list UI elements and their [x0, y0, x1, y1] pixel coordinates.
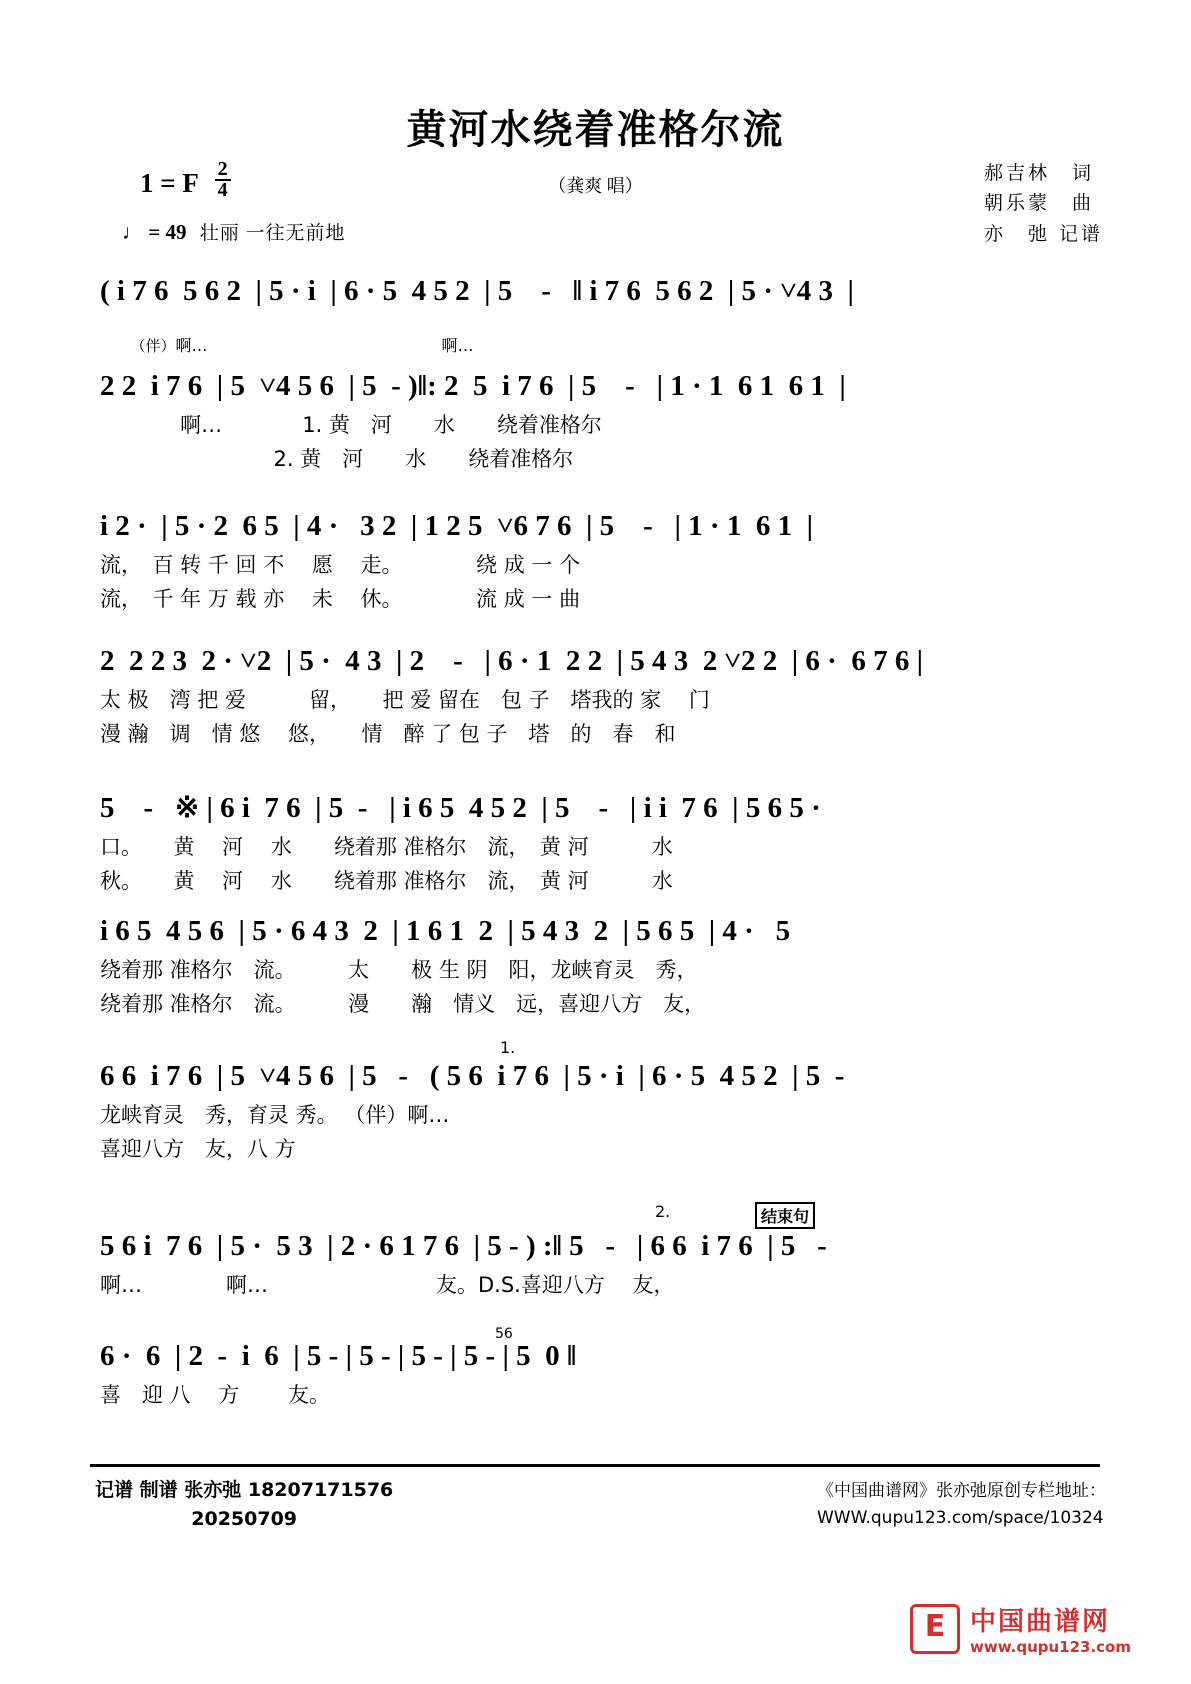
key-signature — [140, 160, 231, 200]
footer-notator-info: 记谱 制谱 张亦弛 18207171576 — [95, 1479, 394, 1501]
watermark-name: 中国曲谱网 — [970, 1607, 1111, 1637]
credit-notator: 亦 弛 记谱 — [983, 222, 1103, 245]
footer-divider — [90, 1464, 1100, 1467]
credits-block — [984, 158, 1103, 249]
watermark-url: www.qupu123.com — [970, 1638, 1131, 1656]
footer-right — [817, 1478, 1106, 1532]
notation-line: 5 - ※ | 6 i 7 6 | 5 - | i 6 5 4 5 2 | 5 - | i i 7 6 | 5 6 5 · — [100, 792, 821, 824]
credit-composer: 朝乐蒙 曲 — [983, 192, 1094, 215]
footer-site-url[interactable]: WWW.qupu123.com/space/10324 — [817, 1508, 1104, 1529]
notation-line: 5 6 i 7 6 | 5 · 5 3 | 2 · 6 1 7 6 | 5 - ) :‖ 5 - | 6 6 i 7 6 | 5 - — [100, 1230, 827, 1262]
tempo-expression: 壮丽 一往无前地 — [199, 223, 346, 244]
footer-date: 20250709 — [191, 1507, 298, 1530]
credit-lyricist: 郝吉林 词 — [983, 162, 1094, 184]
music-system-7 — [100, 1038, 1191, 1163]
volta-1-label: 1. — [500, 1038, 516, 1057]
notation-line: i 6 5 4 5 6 | 5 · 6 4 3 2 | 1 6 1 2 | 5 4 3 2 | 5 6 5 | 4 · 5 — [100, 915, 791, 947]
notation-line: ( i 7 6 5 6 2 | 5 · i | 6 · 5 4 5 2 | 5 - ‖ i 7 6 5 6 2 | 5 · ˅4 3 | — [100, 275, 854, 307]
lyric-line-2: 秋。 黄 河 水 绕着那 准格尔 流， 黄 河 水 — [100, 869, 673, 893]
footer-left — [95, 1476, 393, 1533]
ending-number-label: 56 — [495, 1326, 513, 1342]
lyric-line-2: 流， 千 年 万 载 亦 未 休。 流 成 一 曲 — [100, 587, 581, 611]
lyric-line-1: 喜 迎 八 方 友。 — [100, 1383, 331, 1407]
singer-credit: （龚爽 唱） — [548, 176, 643, 196]
tempo-marking — [122, 218, 345, 245]
music-system-3 — [100, 510, 1191, 613]
tempo-note-icon: ♩ — [122, 220, 143, 244]
lyric-prefix: （伴） — [130, 337, 176, 355]
music-system-8 — [100, 1202, 1191, 1299]
watermark-text — [970, 1601, 1131, 1656]
lyric-text: 啊… 啊… — [175, 336, 474, 355]
coda-section-label: 结束句 — [755, 1202, 815, 1229]
lyric-line-2: 漫 瀚 调 情 悠 悠， 情 醉 了 包 子 塔 的 春 和 — [100, 722, 676, 746]
key-label: 1 = F — [140, 168, 198, 198]
time-signature — [215, 160, 231, 200]
lyric-line-1: 太 极 湾 把 爱 留， 把 爱 留在 包 子 塔我的 家 门 — [100, 688, 710, 712]
lyric-line-1: 口。 黄 河 水 绕着那 准格尔 流， 黄 河 水 — [100, 835, 673, 859]
lyric-line-2: 2. 黄 河 水 绕着准格尔 — [100, 447, 574, 471]
notation-line: 6 6 i 7 6 | 5 ˅4 5 6 | 5 - ( 5 6 i 7 6 | 5 · i | 6 · 5 4 5 2 | 5 - — [100, 1060, 845, 1092]
music-system-6 — [100, 915, 1191, 1018]
notation-line: 6 · 6 | 2 - i 6 | 5 - | 5 - | 5 - | 5 - | 5 0 ‖ — [100, 1340, 577, 1372]
lyric-line — [100, 314, 1191, 375]
notation-line: 2 2 i 7 6 | 5 ˅4 5 6 | 5 - )‖: 2 5 i 7 6 | 5 - | 1 · 1 6 1 6 1 | — [100, 370, 846, 402]
lyric-line-2: 喜迎八方 友，八 方 — [100, 1137, 296, 1161]
footer-site-name: 《中国曲谱网》张亦弛原创专栏地址： — [817, 1481, 1106, 1501]
music-system-1 — [100, 275, 1191, 375]
lyric-line-1: 绕着那 准格尔 流。 太 极 生 阴 阳，龙峡育灵 秀， — [100, 958, 698, 982]
music-system-9 — [100, 1326, 1191, 1409]
watermark — [910, 1601, 1131, 1656]
time-signature-denominator: 4 — [217, 179, 228, 201]
lyric-line-1: 龙峡育灵 秀，育灵 秀。 （伴）啊… — [100, 1103, 450, 1127]
page-title: 黄河水绕着准格尔流 — [406, 107, 785, 153]
tempo-value: = 49 — [148, 220, 187, 244]
music-system-5 — [100, 790, 1191, 895]
lyric-line-2: 绕着那 准格尔 流。 漫 瀚 情义 远，喜迎八方 友， — [100, 992, 706, 1016]
notation-line: 2 2 2 3 2 · ˅2 | 5 · 4 3 | 2 - | 6 · 1 2 2 | 5 4 3 2 ˅2 2 | 6 · 6 7 6 | — [100, 645, 923, 677]
lyric-line-1: 啊… 啊… 友。D.S.喜迎八方 友， — [100, 1273, 675, 1297]
time-signature-numerator: 2 — [215, 160, 231, 181]
qupu-logo-icon: E — [910, 1604, 960, 1654]
notation-line: i 2 · | 5 · 2 6 5 | 4 · 3 2 | 1 2 5 ˅6 7 6 | 5 - | 1 · 1 6 1 | — [100, 510, 813, 542]
music-system-2 — [100, 370, 1191, 473]
lyric-line-1: 流， 百 转 千 回 不 愿 走。 绕 成 一 个 — [100, 553, 581, 577]
lyric-line-1: 啊… 1. 黄 河 水 绕着准格尔 — [100, 413, 602, 437]
music-system-4 — [100, 645, 1191, 748]
volta-2-label: 2. — [655, 1202, 671, 1221]
